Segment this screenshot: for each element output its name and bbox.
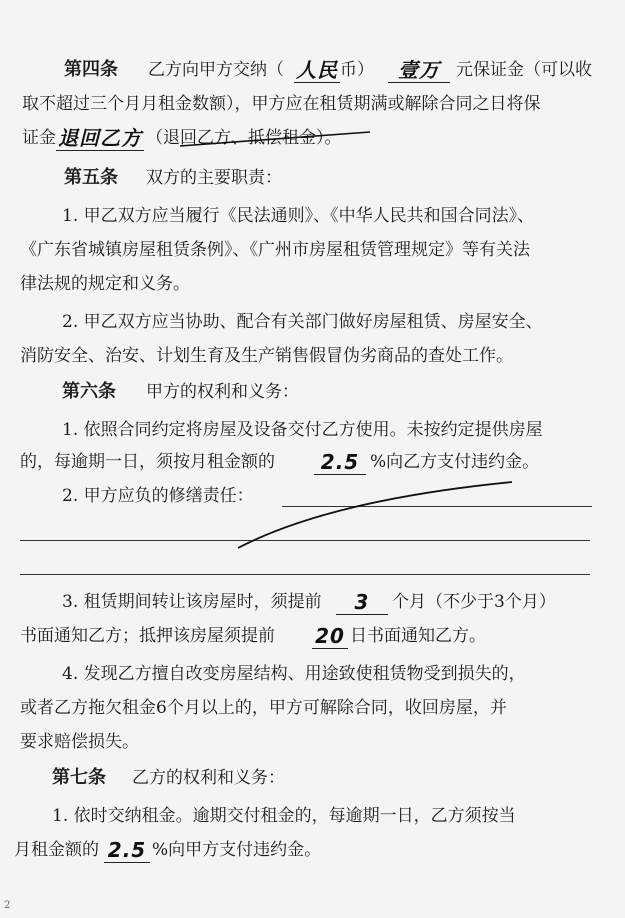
- art4-text-l3a: 证金: [22, 128, 56, 148]
- art6-p1-text-2a: 的，每逾期一日，须按月租金额的: [20, 452, 275, 472]
- art6-p1-text-1: 1. 依照合同约定将房屋及设备交付乙方使用。未按约定提供房屋: [62, 420, 543, 440]
- repair-duty-blank-3: [20, 574, 590, 575]
- art5-title: 第五条: [64, 167, 118, 188]
- art4-text-a: 乙方向甲方交纳（: [148, 60, 284, 80]
- art7-p1-text-2a: 月租金额的: [14, 840, 99, 860]
- handwritten-mortgage-notice-days: 20: [312, 624, 348, 649]
- art4-text-c: 元保证金（可以收: [456, 60, 592, 80]
- art6-p1-text-2b: %向乙方支付违约金。: [370, 452, 540, 472]
- handwritten-deposit-disposition: 退回乙方: [58, 126, 142, 150]
- art5-p1-text-2: 《广东省城镇房屋租赁条例》、《广州市房屋租赁管理规定》等有关法: [20, 240, 530, 260]
- handwritten-deposit-amount: 壹万: [388, 58, 450, 83]
- art6-p4-text-1: 4. 发现乙方擅自改变房屋结构、用途致使租赁物受到损失的，: [62, 664, 526, 684]
- art6-p4-text-2: 或者乙方拖欠租金6个月以上的，甲方可解除合同，收回房屋，并: [20, 698, 507, 718]
- art7-heading: 乙方的权利和义务：: [132, 768, 285, 788]
- repair-duty-blank-1: [282, 506, 592, 507]
- art5-heading: 双方的主要职责：: [146, 168, 282, 188]
- art6-p3-text-2a: 书面通知乙方；抵押该房屋须提前: [20, 626, 275, 646]
- art5-p2-text-2: 消防安全、治安、计划生育及生产销售假冒伪劣商品的查处工作。: [20, 346, 513, 366]
- art6-p2-text: 2. 甲方应负的修缮责任：: [62, 486, 254, 506]
- handwritten-penalty-rate-landlord: 2.5: [314, 450, 366, 475]
- handwritten-notice-months: 3: [336, 590, 388, 615]
- art5-p2-text-1: 2. 甲乙双方应当协助、配合有关部门做好房屋租赁、房屋安全、: [62, 312, 543, 332]
- handwritten-currency: 人民: [296, 58, 338, 82]
- art6-title: 第六条: [62, 381, 116, 402]
- art6-p4-text-3: 要求赔偿损失。: [20, 732, 139, 752]
- art5-p1-text-1: 1. 甲乙双方应当履行《民法通则》、《中华人民共和国合同法》、: [62, 206, 535, 226]
- page-number: 2: [4, 900, 11, 911]
- art4-text-b: 币）: [340, 60, 374, 80]
- void-slash-line: [238, 482, 512, 548]
- art5-p1-text-3: 律法规的规定和义务。: [20, 274, 190, 294]
- art6-p3-text-b: 个月（不少于3个月）: [392, 592, 556, 612]
- art7-p1-text-1: 1. 依时交纳租金。逾期交付租金的，每逾期一日，乙方须按当: [52, 806, 516, 826]
- art4-title: 第四条: [64, 59, 118, 80]
- art4-text-l3b: （退回乙方、抵偿租金）。: [146, 128, 342, 148]
- handwritten-penalty-rate-tenant: 2.5: [104, 838, 150, 863]
- art6-p3-text-a: 3. 租赁期间转让该房屋时，须提前: [62, 592, 322, 612]
- repair-duty-blank-2: [20, 540, 590, 541]
- art4-text-l2: 取不超过三个月月租金数额），甲方应在租赁期满或解除合同之日将保: [22, 94, 541, 114]
- art7-title: 第七条: [52, 767, 106, 788]
- art6-heading: 甲方的权利和义务：: [146, 382, 299, 402]
- art7-p1-text-2b: %向甲方支付违约金。: [152, 840, 322, 860]
- art6-p3-text-2b: 日书面通知乙方。: [350, 626, 486, 646]
